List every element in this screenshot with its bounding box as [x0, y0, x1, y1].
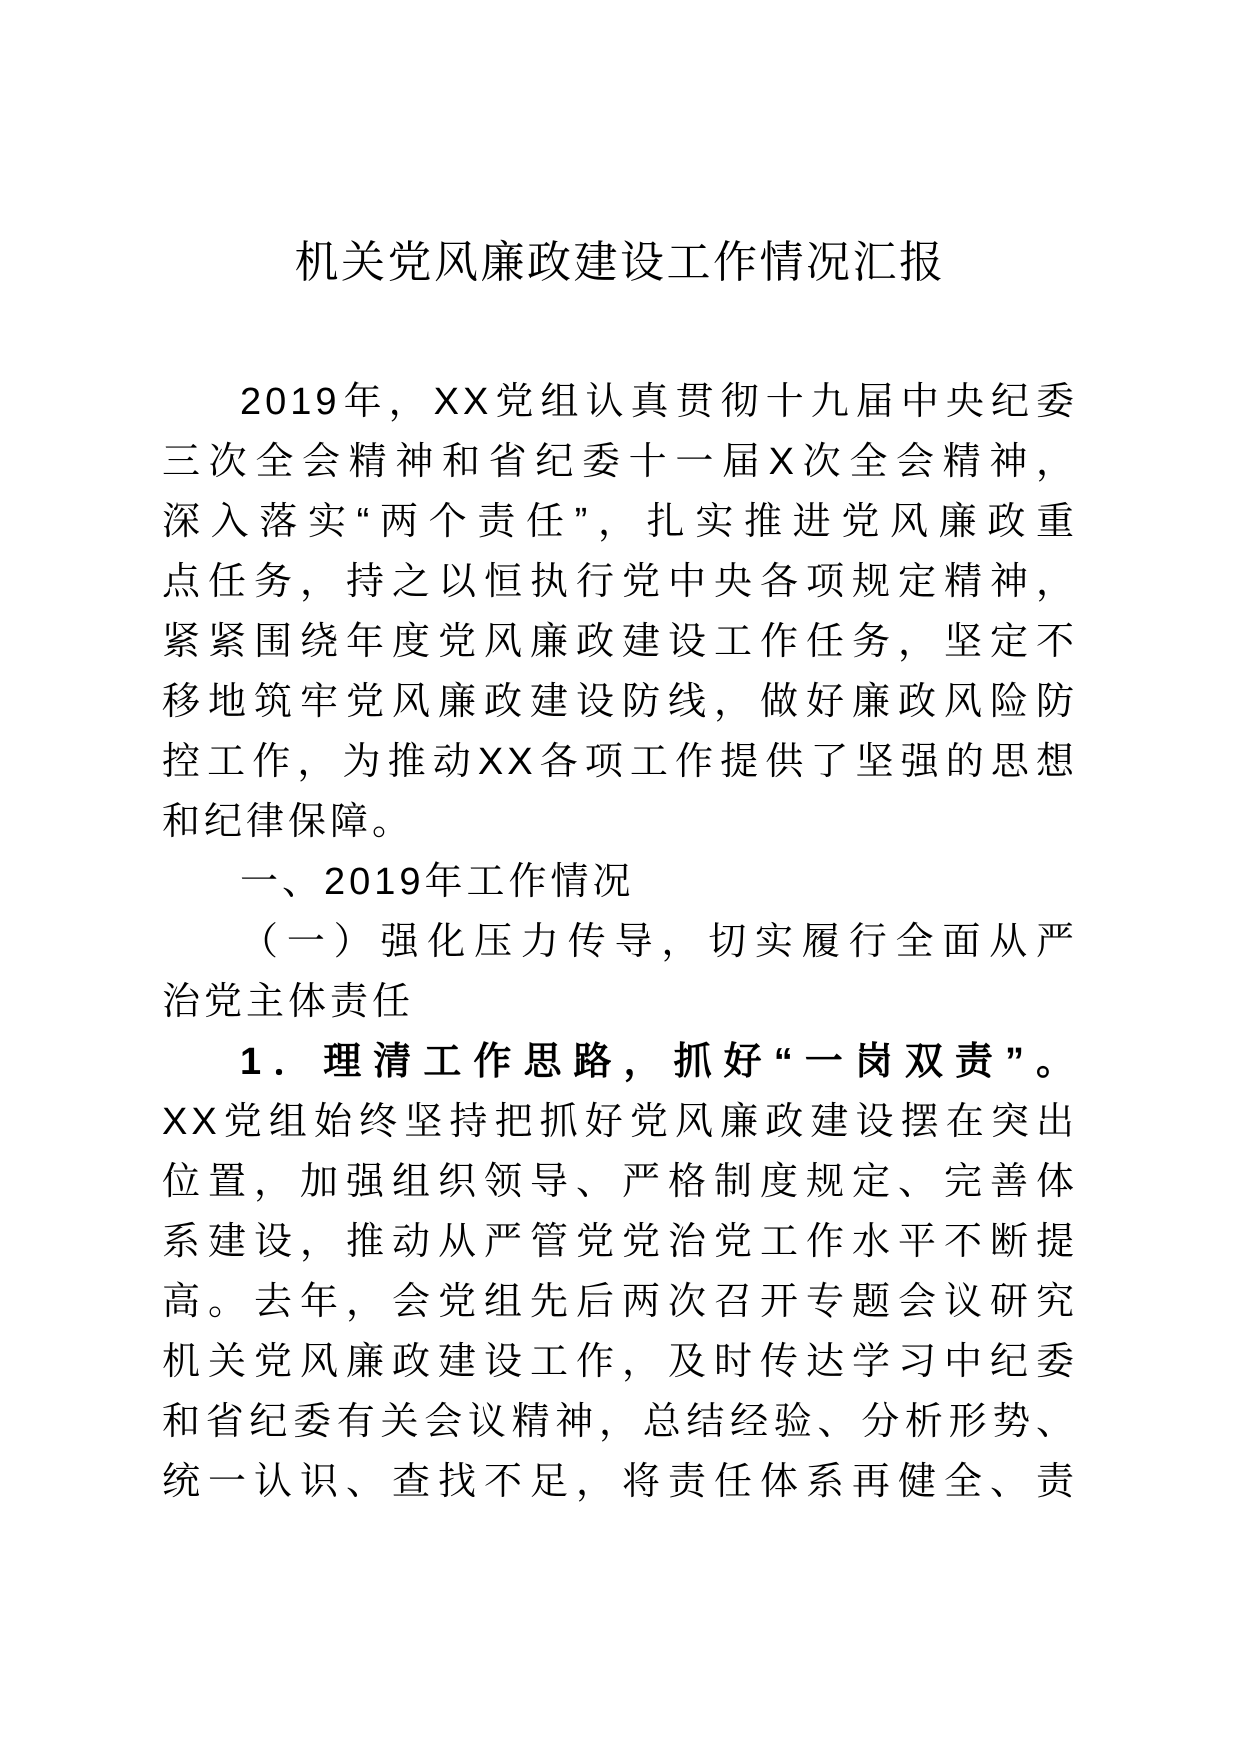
text-line: 和纪律保障。: [162, 801, 415, 843]
text-line: 移地筑牢党风廉政建设防线，做好廉政风险防: [162, 681, 1078, 723]
text-line: 系建设，推动从严管党党治党工作水平不断提: [162, 1221, 1078, 1263]
text-line: 深入落实“两个责任”，扎实推进党风廉政重: [162, 501, 1078, 543]
text-line: 和省纪委有关会议精神，总结经验、分析形势、: [162, 1401, 1078, 1443]
text-line: 统一认识、查找不足，将责任体系再健全、责: [162, 1461, 1078, 1503]
text-line: 三次全会精神和省纪委十一届X次全会精神，: [162, 441, 1078, 483]
text-line: 2019年，XX党组认真贯彻十九届中央纪委: [240, 381, 1078, 423]
text-line: 点任务，持之以恒执行党中央各项规定精神，: [162, 561, 1078, 603]
text-line: （一）强化压力传导，切实履行全面从严: [240, 921, 1078, 963]
text-line: 机关党风廉政建设工作，及时传达学习中纪委: [162, 1341, 1078, 1383]
text-line: 治党主体责任: [162, 981, 415, 1023]
text-line: 控工作，为推动XX各项工作提供了坚强的思想: [162, 741, 1078, 783]
text-line: 1．理清工作思路，抓好“一岗双责”。: [240, 1041, 1078, 1083]
text-line: 紧紧围绕年度党风廉政建设工作任务，坚定不: [162, 621, 1078, 663]
document-body: [162, 372, 1078, 1512]
text-line: 位置，加强组织领导、严格制度规定、完善体: [162, 1161, 1078, 1203]
document-title: 机关党风廉政建设工作情况汇报: [294, 238, 946, 287]
text-line: 一、2019年工作情况: [240, 861, 635, 903]
text-line: 高。去年，会党组先后两次召开专题会议研究: [162, 1281, 1078, 1323]
text-line: XX党组始终坚持把抓好党风廉政建设摆在突出: [162, 1101, 1078, 1143]
